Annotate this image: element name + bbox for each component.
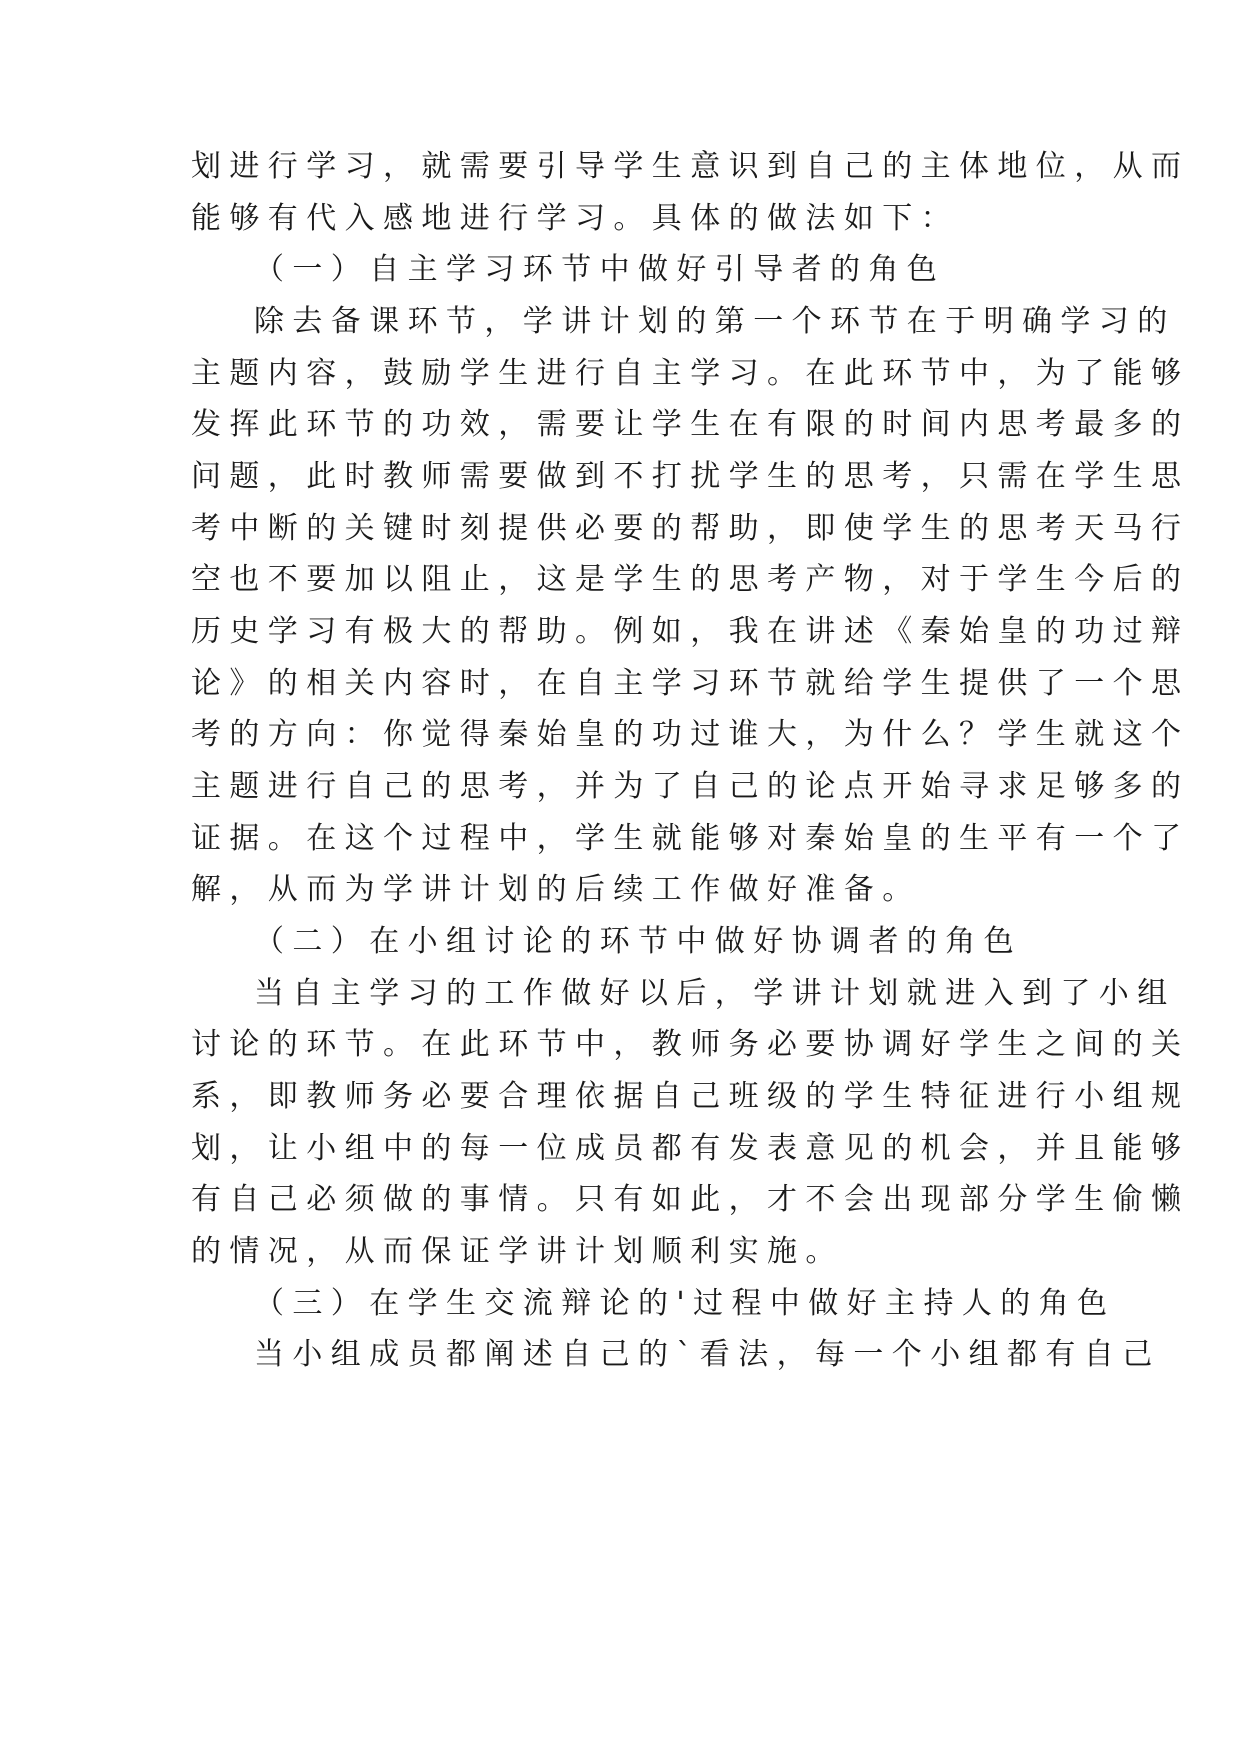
text-line: 有自己必须做的事情。只有如此，才不会出现部分学生偷懒 <box>191 1182 1190 1217</box>
section-heading-3: （三）在学生交流辩论的'过程中做好主持人的角色 <box>254 1286 1116 1321</box>
paragraph-start: 当自主学习的工作做好以后，学讲计划就进入到了小组 <box>254 976 1176 1011</box>
text-line: 证据。在这个过程中，学生就能够对秦始皇的生平有一个了 <box>191 821 1190 856</box>
text-line: 讨论的环节。在此环节中，教师务必要协调好学生之间的关 <box>191 1027 1190 1062</box>
text-line: 考中断的关键时刻提供必要的帮助，即使学生的思考天马行 <box>191 511 1190 546</box>
text-line: 主题进行自己的思考，并为了自己的论点开始寻求足够多的 <box>191 769 1190 804</box>
paragraph-start: 除去备课环节，学讲计划的第一个环节在于明确学习的 <box>254 304 1176 339</box>
section-heading-1: （一）自主学习环节中做好引导者的角色 <box>254 252 946 287</box>
text-line: 的情况，从而保证学讲计划顺利实施。 <box>191 1234 844 1269</box>
text-line: 历史学习有极大的帮助。例如，我在讲述《秦始皇的功过辩 <box>191 614 1190 649</box>
text-line: 论》的相关内容时，在自主学习环节就给学生提供了一个思 <box>191 666 1190 701</box>
text-line: 问题，此时教师需要做到不打扰学生的思考，只需在学生思 <box>191 459 1190 494</box>
text-line: 划进行学习，就需要引导学生意识到自己的主体地位，从而 <box>191 149 1190 184</box>
text-line: 解，从而为学讲计划的后续工作做好准备。 <box>191 872 921 907</box>
text-line: 发挥此环节的功效，需要让学生在有限的时间内思考最多的 <box>191 407 1190 442</box>
section-heading-2: （二）在小组讨论的环节中做好协调者的角色 <box>254 924 1022 959</box>
text-line: 考的方向：你觉得秦始皇的功过谁大，为什么？学生就这个 <box>191 717 1190 752</box>
text-line: 空也不要加以阻止，这是学生的思考产物，对于学生今后的 <box>191 562 1190 597</box>
text-line: 系，即教师务必要合理依据自己班级的学生特征进行小组规 <box>191 1079 1190 1114</box>
text-line: 能够有代入感地进行学习。具体的做法如下： <box>191 201 959 236</box>
text-line: 划，让小组中的每一位成员都有发表意见的机会，并且能够 <box>191 1131 1190 1166</box>
paragraph-start: 当小组成员都阐述自己的`看法，每一个小组都有自己 <box>254 1337 1161 1372</box>
text-line: 主题内容，鼓励学生进行自主学习。在此环节中，为了能够 <box>191 356 1190 391</box>
